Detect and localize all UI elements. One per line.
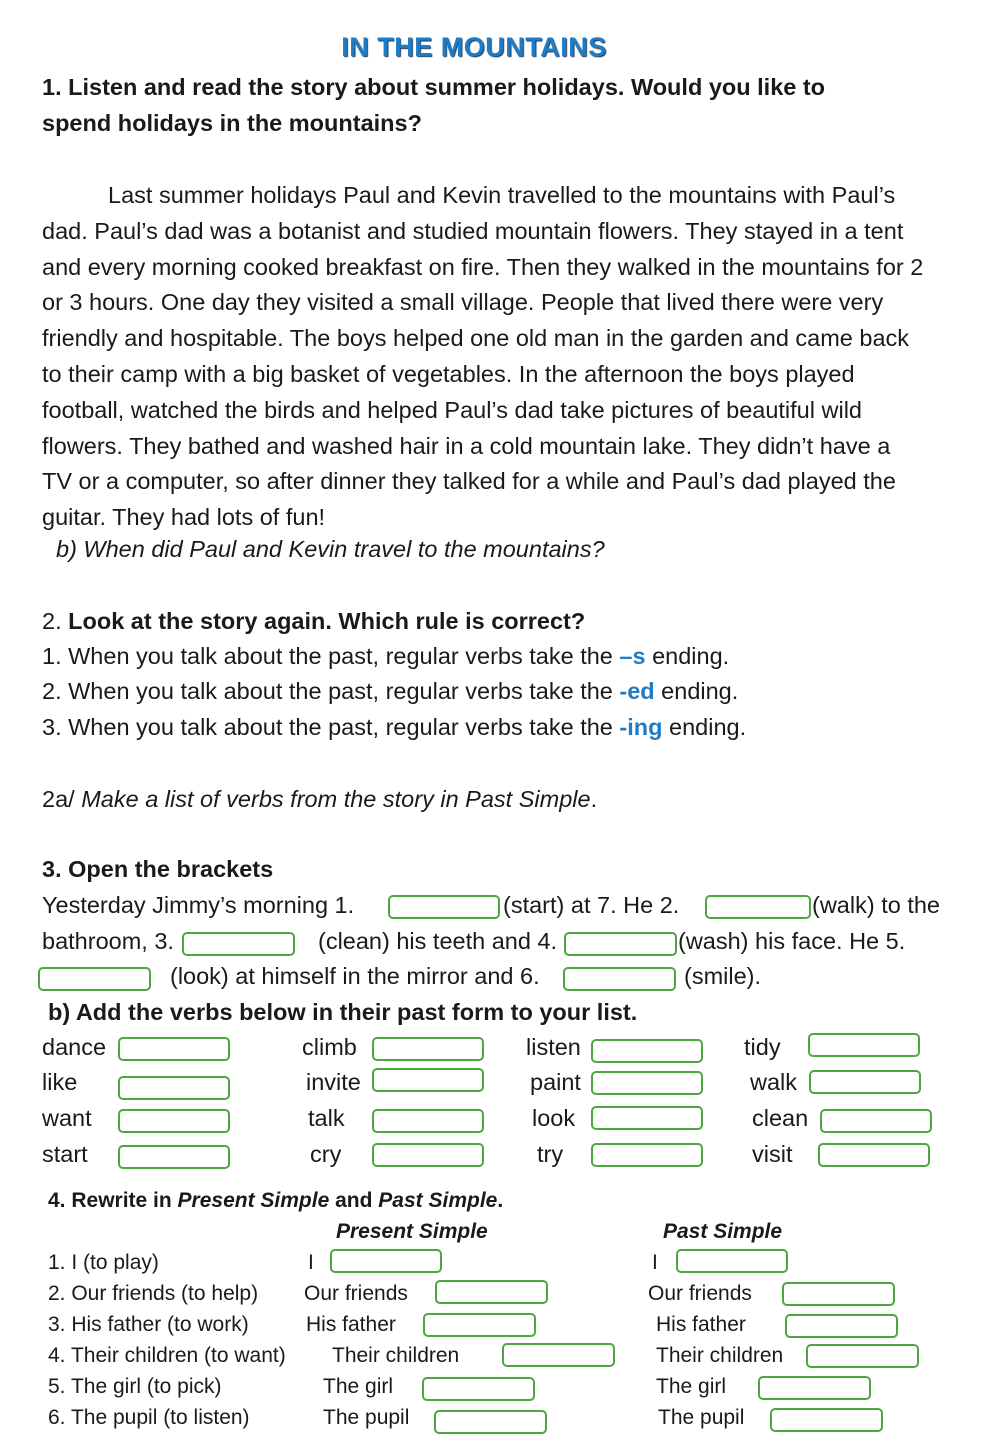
verb-label: try xyxy=(537,1141,564,1167)
verb-label: walk xyxy=(750,1069,798,1095)
task4-past-subject: Their children xyxy=(656,1344,784,1367)
verb-label: start xyxy=(42,1141,88,1167)
task4-heading-text: . xyxy=(497,1189,504,1212)
verb-box[interactable] xyxy=(118,1076,230,1100)
present-box[interactable] xyxy=(502,1343,615,1367)
verb-label: like xyxy=(42,1069,78,1095)
task4-row-label: 2. Our friends (to help) xyxy=(48,1282,259,1305)
task3-text: (wash) his face. He 5. xyxy=(678,928,906,954)
task4-present-subject: The girl xyxy=(323,1375,394,1398)
col-present-heading: Present Simple xyxy=(336,1220,488,1243)
task4-heading-past: Past Simple xyxy=(378,1189,498,1212)
task3-text: (start) at 7. He 2. xyxy=(503,892,680,918)
story-text xyxy=(42,178,962,536)
task2a-number: 2a/ xyxy=(42,786,82,812)
verb-box[interactable] xyxy=(818,1143,930,1167)
verb-label: clean xyxy=(752,1105,809,1131)
verb-box[interactable] xyxy=(118,1109,230,1133)
task4-past-subject: His father xyxy=(656,1313,746,1336)
present-box[interactable] xyxy=(434,1410,547,1434)
verb-label: tidy xyxy=(744,1034,781,1060)
rule-text: ending. xyxy=(662,714,747,740)
verb-box[interactable] xyxy=(591,1039,703,1063)
task4-heading xyxy=(48,1189,503,1213)
task2a-dot: . xyxy=(590,786,598,812)
task2-heading-text: Look at the story again. Which rule is correct? xyxy=(61,608,586,634)
task4-past-subject: The pupil xyxy=(658,1406,745,1429)
verb-box[interactable] xyxy=(820,1109,932,1133)
story-line: Last summer holidays Paul and Kevin travelled to the mountains with Paul’s xyxy=(108,182,896,208)
story-line: dad. Paul’s dad was a botanist and studied mountain flowers. They stayed in a tent xyxy=(42,217,904,244)
ending-s: –s xyxy=(619,643,646,669)
verb-label: dance xyxy=(42,1034,107,1060)
task4-row-label: 3. His father (to work) xyxy=(48,1313,249,1336)
verb-label: invite xyxy=(306,1069,361,1095)
story-line: TV or a computer, so after dinner they talked for a while and Paul’s dad played the xyxy=(42,468,896,495)
task2-heading xyxy=(42,608,585,635)
task4-row-label: 1. I (to play) xyxy=(48,1251,159,1274)
answer-box-4[interactable] xyxy=(564,932,677,956)
verb-box[interactable] xyxy=(808,1033,920,1057)
ending-ed: -ed xyxy=(619,678,655,704)
task4-row-label: 5. The girl (to pick) xyxy=(48,1375,222,1398)
verb-box[interactable] xyxy=(591,1071,703,1095)
task4-heading-present: Present Simple xyxy=(177,1189,330,1212)
task4-present-subject: His father xyxy=(306,1313,396,1336)
task2-number: 2. xyxy=(42,608,62,634)
story-line: football, watched the birds and helped Paul’s dad take pictures of beautiful wild xyxy=(42,396,862,423)
answer-box-2[interactable] xyxy=(705,895,811,919)
present-box[interactable] xyxy=(423,1313,536,1337)
answer-box-5[interactable] xyxy=(38,967,151,991)
col-past-heading: Past Simple xyxy=(663,1220,783,1243)
present-box[interactable] xyxy=(330,1249,442,1273)
verb-box[interactable] xyxy=(372,1068,484,1092)
present-box[interactable] xyxy=(435,1280,548,1304)
task3-text: (smile). xyxy=(684,963,762,989)
task1-heading-line1: 1. Listen and read the story about summer holidays. Would you like to xyxy=(42,74,826,100)
task4-heading-text: and xyxy=(329,1189,379,1212)
past-box[interactable] xyxy=(770,1408,883,1432)
rule-text: 3. When you talk about the past, regular verbs take the xyxy=(42,714,620,740)
rule-text: 1. When you talk about the past, regular verbs take the xyxy=(42,643,620,669)
task3-text: bathroom, 3. xyxy=(42,928,174,954)
task4-past-subject: I xyxy=(652,1251,658,1274)
verb-label: listen xyxy=(526,1034,581,1060)
answer-box-3[interactable] xyxy=(182,932,295,956)
answer-box-6[interactable] xyxy=(563,967,676,991)
task3-text: (clean) his teeth and 4. xyxy=(318,928,558,954)
verb-box[interactable] xyxy=(372,1143,484,1167)
task4-row-label: 4. Their children (to want) xyxy=(48,1344,286,1367)
verb-label: visit xyxy=(752,1141,793,1167)
task4-present-subject: The pupil xyxy=(323,1406,410,1429)
ending-ing: -ing xyxy=(619,714,663,740)
verb-label: climb xyxy=(302,1034,357,1060)
rule-text: 2. When you talk about the past, regular verbs take the xyxy=(42,678,620,704)
verb-box[interactable] xyxy=(372,1037,484,1061)
story-line: and every morning cooked breakfast on fire. Then they walked in the mountains for 2 xyxy=(42,253,924,280)
verb-box[interactable] xyxy=(591,1143,703,1167)
task3b-heading: b) Add the verbs below in their past form to your list. xyxy=(48,999,638,1025)
verb-label: talk xyxy=(308,1105,345,1131)
verb-box[interactable] xyxy=(809,1070,921,1094)
story-line: flowers. They bathed and washed hair in a cold mountain lake. They didn’t have a xyxy=(42,432,891,459)
verb-label: paint xyxy=(530,1069,581,1095)
rule-3 xyxy=(42,714,746,741)
rule-text: ending. xyxy=(645,643,730,669)
task3-text: Yesterday Jimmy’s morning 1. xyxy=(42,892,355,918)
question-b: b) When did Paul and Kevin travel to the mountains? xyxy=(56,536,605,562)
past-box[interactable] xyxy=(785,1314,898,1338)
rule-1 xyxy=(42,643,729,670)
verb-label: want xyxy=(42,1105,92,1131)
task4-row-label: 6. The pupil (to listen) xyxy=(48,1406,250,1429)
task4-present-subject: Our friends xyxy=(304,1282,408,1305)
verb-box[interactable] xyxy=(372,1109,484,1133)
verb-box[interactable] xyxy=(118,1145,230,1169)
task1-heading-line2: spend holidays in the mountains? xyxy=(42,110,422,136)
story-line: guitar. They had lots of fun! xyxy=(42,504,326,531)
page-title: IN THE MOUNTAINS xyxy=(341,32,607,62)
rule-text: ending. xyxy=(654,678,739,704)
task3-text: (walk) to the xyxy=(812,892,940,918)
past-box[interactable] xyxy=(806,1344,919,1368)
past-box[interactable] xyxy=(758,1376,871,1400)
verb-box[interactable] xyxy=(118,1037,230,1061)
task4-present-subject: Their children xyxy=(332,1344,460,1367)
story-line: friendly and hospitable. The boys helped one old man in the garden and came back xyxy=(42,325,910,352)
task4-heading-text: 4. Rewrite in xyxy=(48,1189,178,1212)
answer-box-1[interactable] xyxy=(388,895,500,919)
task3-heading: 3. Open the brackets xyxy=(42,856,274,882)
story-line: to their camp with a big basket of vegetables. In the afternoon the boys played xyxy=(42,360,855,387)
present-box[interactable] xyxy=(422,1377,535,1401)
past-box[interactable] xyxy=(782,1282,895,1306)
rule-2 xyxy=(42,678,738,705)
task4-past-subject: Our friends xyxy=(648,1282,752,1305)
past-box[interactable] xyxy=(676,1249,788,1273)
task4-present-subject: I xyxy=(308,1251,314,1274)
task2a xyxy=(42,786,597,813)
task4-past-subject: The girl xyxy=(656,1375,727,1398)
verb-label: look xyxy=(532,1105,576,1131)
verb-label: cry xyxy=(310,1141,342,1167)
task2a-text: Make a list of verbs from the story in Past Simple xyxy=(81,786,591,812)
story-line: or 3 hours. One day they visited a small village. People that lived there were very xyxy=(42,289,884,316)
verb-box[interactable] xyxy=(591,1106,703,1130)
task3-text: (look) at himself in the mirror and 6. xyxy=(170,963,540,989)
